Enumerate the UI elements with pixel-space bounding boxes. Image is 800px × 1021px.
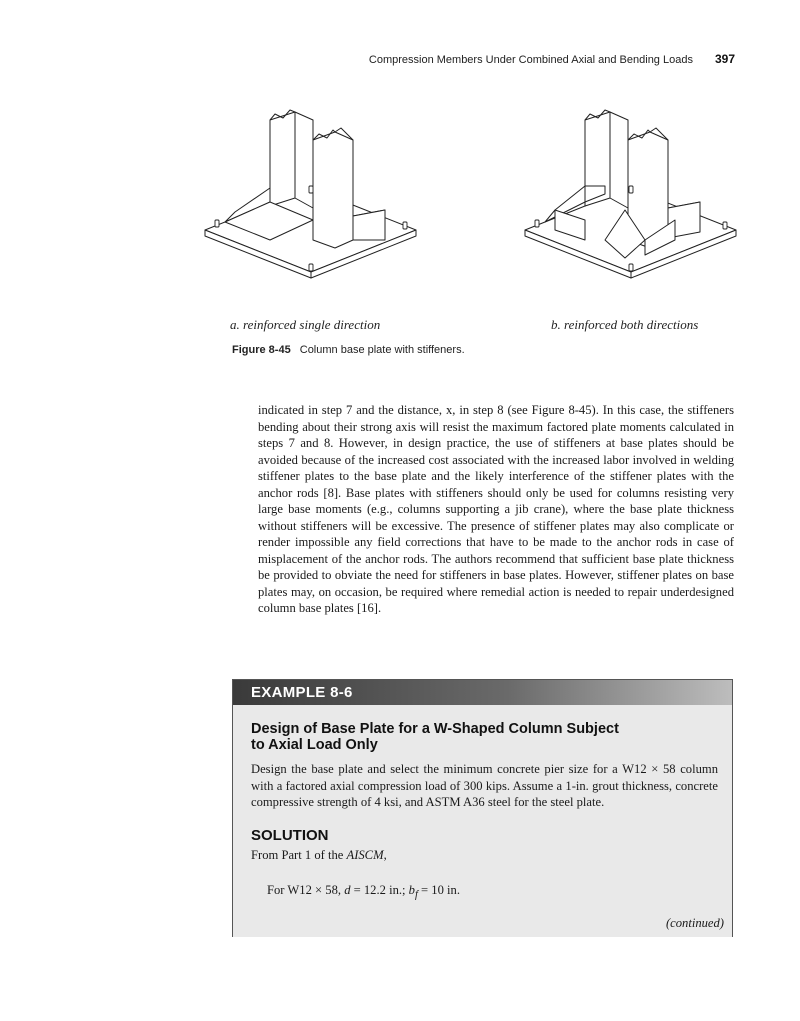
formula-d-value: = 12.2 in.;	[350, 882, 409, 897]
formula-d-variable: d	[344, 882, 351, 897]
continued-note: (continued)	[665, 916, 724, 930]
example-problem-statement: Design the base plate and select the minimum concrete pier size for a W12 × 58 column with a factored axial compression load of 300 kips. Assume a 1-in. grout thickness, concrete compressive strength of 4 ksi, and ASTM A36 steel for the steel plate.	[251, 762, 718, 809]
example-box	[232, 679, 733, 937]
subcaption-b: b. reinforced both directions	[551, 317, 699, 332]
formula-prefix: For W12 × 58,	[267, 882, 345, 897]
body-paragraph: indicated in step 7 and the distance, x, in step 8 (see Figure 8-45). In this case, the stiffeners bending about their strong axis will resist the maximum factored plate moments calculated in steps 7 and 8. However, in design practice, the use of stiffeners at base plates should be avoided because of the increased cost associated with the increased labor involved in welding stiffener plates to the base plate and the likely interference of the stiffener plates with the anchor rods [8]. Base plates with stiffeners should only be used for columns resisting very large base moments (e.g., columns supporting a jib crane), where the base plate thickness without stiffeners will be excessive. The presence of stiffener plates may also complicate or render impossible any field corrections that have to be made to the anchor rods in case of misplacement of the anchor rods. The authors recommend that sufficient base plate thickness be provided to obviate the need for stiffeners in base plates. However, stiffener plates on base plates may, on occasion, be required where remedial action is needed to repair underdesigned column base plates [16].	[258, 403, 734, 615]
solution-intro-pre: From Part 1 of the	[251, 847, 347, 862]
example-header-bar	[233, 680, 732, 705]
formula-bf-variable: b	[408, 882, 415, 897]
subcaption-a: a. reinforced single direction	[230, 317, 381, 332]
page-header	[0, 50, 735, 68]
solution-heading: SOLUTION	[251, 826, 329, 844]
solution-intro	[251, 848, 732, 863]
solution-intro-post: ,	[383, 847, 387, 862]
example-title-line1: Design of Base Plate for a W-Shaped Column Subject	[251, 721, 619, 737]
example-title-line2: to Axial Load Only	[251, 737, 378, 753]
example-label: EXAMPLE 8-6	[251, 684, 353, 701]
figure-caption-text: Column base plate with stiffeners.	[299, 344, 465, 356]
drawing-single-direction	[205, 110, 416, 278]
formula-bf-value: = 10 in.	[417, 882, 460, 897]
drawing-both-directions	[525, 110, 736, 278]
page-number: 397	[714, 52, 735, 66]
solution-intro-reference: AISCM	[346, 847, 384, 862]
running-head: Compression Members Under Combined Axial and Bending Loads	[368, 54, 693, 66]
section-properties-formula	[267, 883, 732, 901]
formula-bf-subscript: f	[414, 889, 418, 901]
figure-caption	[232, 344, 465, 356]
figure-number: Figure 8-45	[232, 344, 291, 356]
base-plate-stiffener-illustration	[195, 90, 745, 305]
figure-8-45	[195, 90, 745, 305]
example-title	[251, 721, 732, 753]
